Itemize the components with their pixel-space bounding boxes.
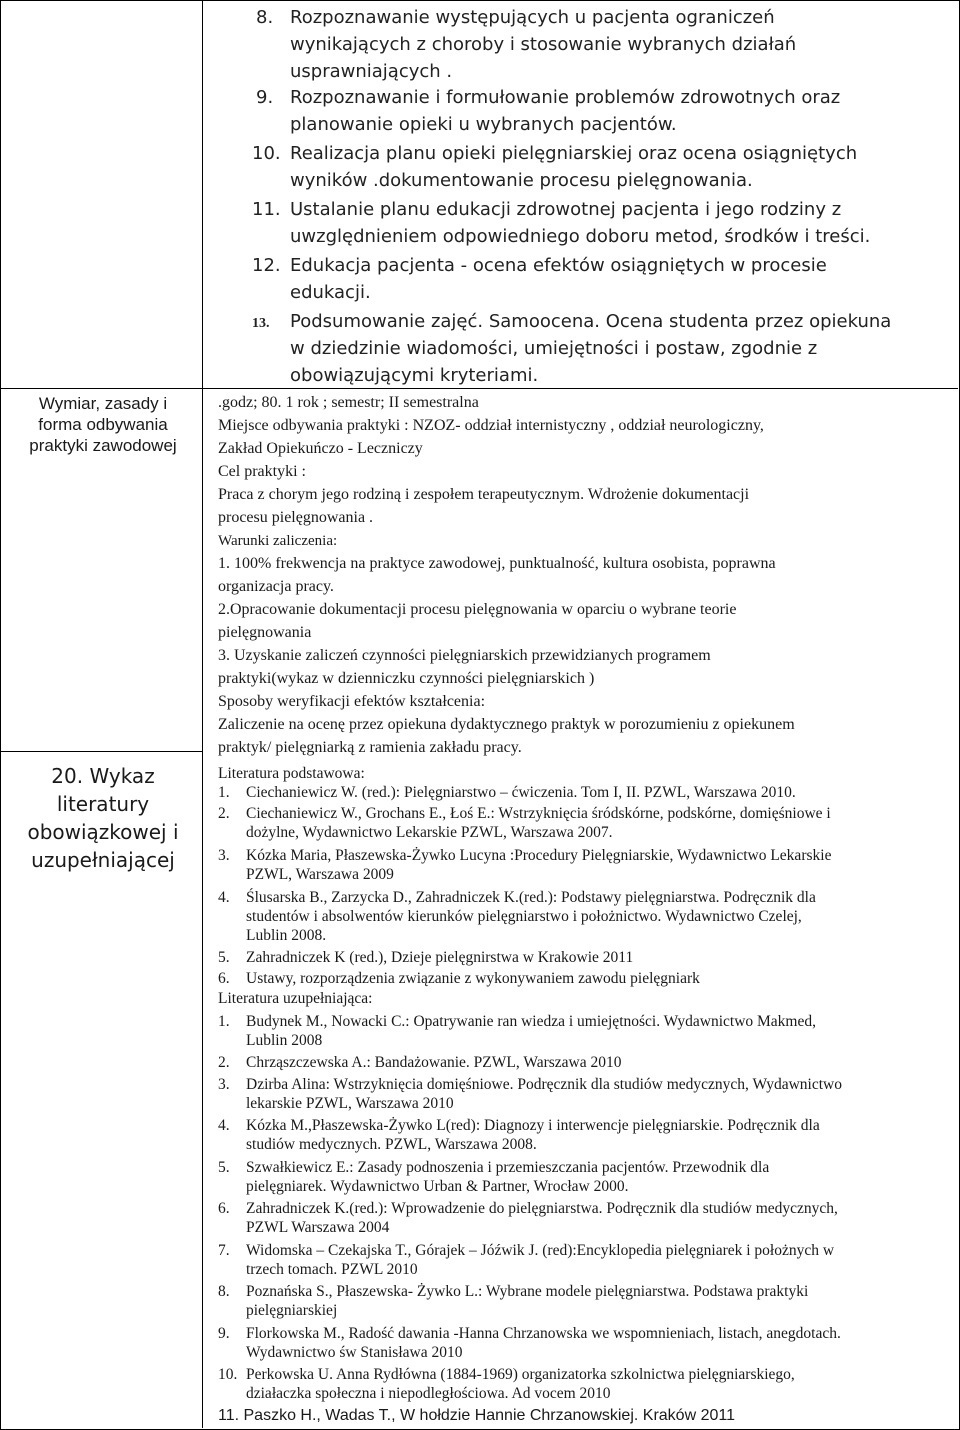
lit-extra-title: Literatura uzupełniająca:: [218, 990, 373, 1007]
list-item: 4. Kózka M.,Płaszewska-Żywko L(red): Diagnozy i interwencje pielęgniarskie. Podręcznik dla: [218, 1117, 820, 1134]
list-item: 3. Kózka Maria, Płaszewska-Żywko Lucyna :Procedury Pielęgniarskie, Wydawnictwo Lekarskie: [218, 847, 832, 864]
step-item: 13. Podsumowanie zajęć. Samoocena. Ocena studenta przez opiekuna: [252, 311, 892, 332]
list-item: 2. Ciechaniewicz W., Grochans E., Łoś E.: Wstrzyknięcia śródskórne, podskórne, domięśniowe i: [218, 805, 831, 822]
list-item: 3. Dzirba Alina: Wstrzyknięcia domięśniowe. Podręcznik dla studiów medycznych, Wydawnictwo: [218, 1076, 842, 1093]
step-item: 12. Edukacja pacjenta - ocena efektów osiągniętych w procesie: [252, 255, 827, 276]
list-item: 11. Paszko H., Wadas T., W hołdzie Hannie Chrzanowskiej. Kraków 2011: [218, 1407, 735, 1424]
step-item: 11. Ustalanie planu edukacji zdrowotnej pacjenta i jego rodziny z: [252, 199, 842, 220]
list-item: 5. Szwałkiewicz E.: Zasady podnoszenia i przemieszczania pacjentów. Przewodnik dla: [218, 1159, 770, 1176]
list-item: 4. Ślusarska B., Zarzycka D., Zahradniczek K.(red.): Podstawy pielęgniarstwa. Podręcznik dla: [218, 889, 816, 906]
list-item: 2. Chrząszczewska A.: Bandażowanie. PZWL, Warszawa 2010: [218, 1054, 622, 1071]
step-item: 10. Realizacja planu opieki pielęgniarskiej oraz ocena osiągniętych: [252, 143, 858, 164]
label-wymiar: Wymiar, zasady i forma odbywania praktyki zawodowej: [29, 394, 177, 455]
list-item: 8. Poznańska S., Płaszewska- Żywko L.: Wybrane modele pielęgniarstwa. Podstawa praktyki: [218, 1283, 809, 1300]
list-item: 6. Ustawy, rozporządzenia związanie z wykonywaniem zawodu pielęgniark: [218, 970, 700, 987]
left-row-divider: [0, 751, 202, 752]
list-item: 9. Florkowska M., Radość dawania -Hanna Chrzanowska we wspomnieniach, listach, anegdotach.: [218, 1325, 841, 1342]
list-item: 1. Budynek M., Nowacki C.: Opatrywanie ran wiedza i umiejętności. Wydawnictwo Makmed,: [218, 1013, 816, 1030]
list-item: 5. Zahradniczek K (red.), Dzieje pielęgnirstwa w Krakowie 2011: [218, 949, 634, 966]
step-item: 8. Rozpoznawanie występujących u pacjenta ograniczeń: [256, 7, 775, 28]
list-item: 10. Perkowska U. Anna Rydłówna (1884-1969) organizatorka szkolnictwa pielęgniarskiego,: [218, 1366, 795, 1383]
list-item: 1. Ciechaniewicz W. (red.): Pielęgniarstwo – ćwiczenia. Tom I, II. PZWL, Warszawa 2010.: [218, 784, 796, 801]
step-item: 9. Rozpoznawanie i formułowanie problemów zdrowotnych oraz: [256, 87, 841, 108]
lit-basic-title: Literatura podstawowa:: [218, 765, 365, 782]
list-item: 6. Zahradniczek K.(red.): Wprowadzenie do pielęgniarstwa. Podręcznik dla studiów medycznych,: [218, 1200, 838, 1217]
column-divider: [202, 0, 203, 1428]
list-item: 7. Widomska – Czekajska T., Górajek – Jóźwik J. (red):Encyklopedia pielęgniarek i położnych w: [218, 1242, 835, 1259]
label-wykaz-literatury: 20. Wykaz literatury obowiązkowej i uzupełniającej: [27, 764, 179, 872]
